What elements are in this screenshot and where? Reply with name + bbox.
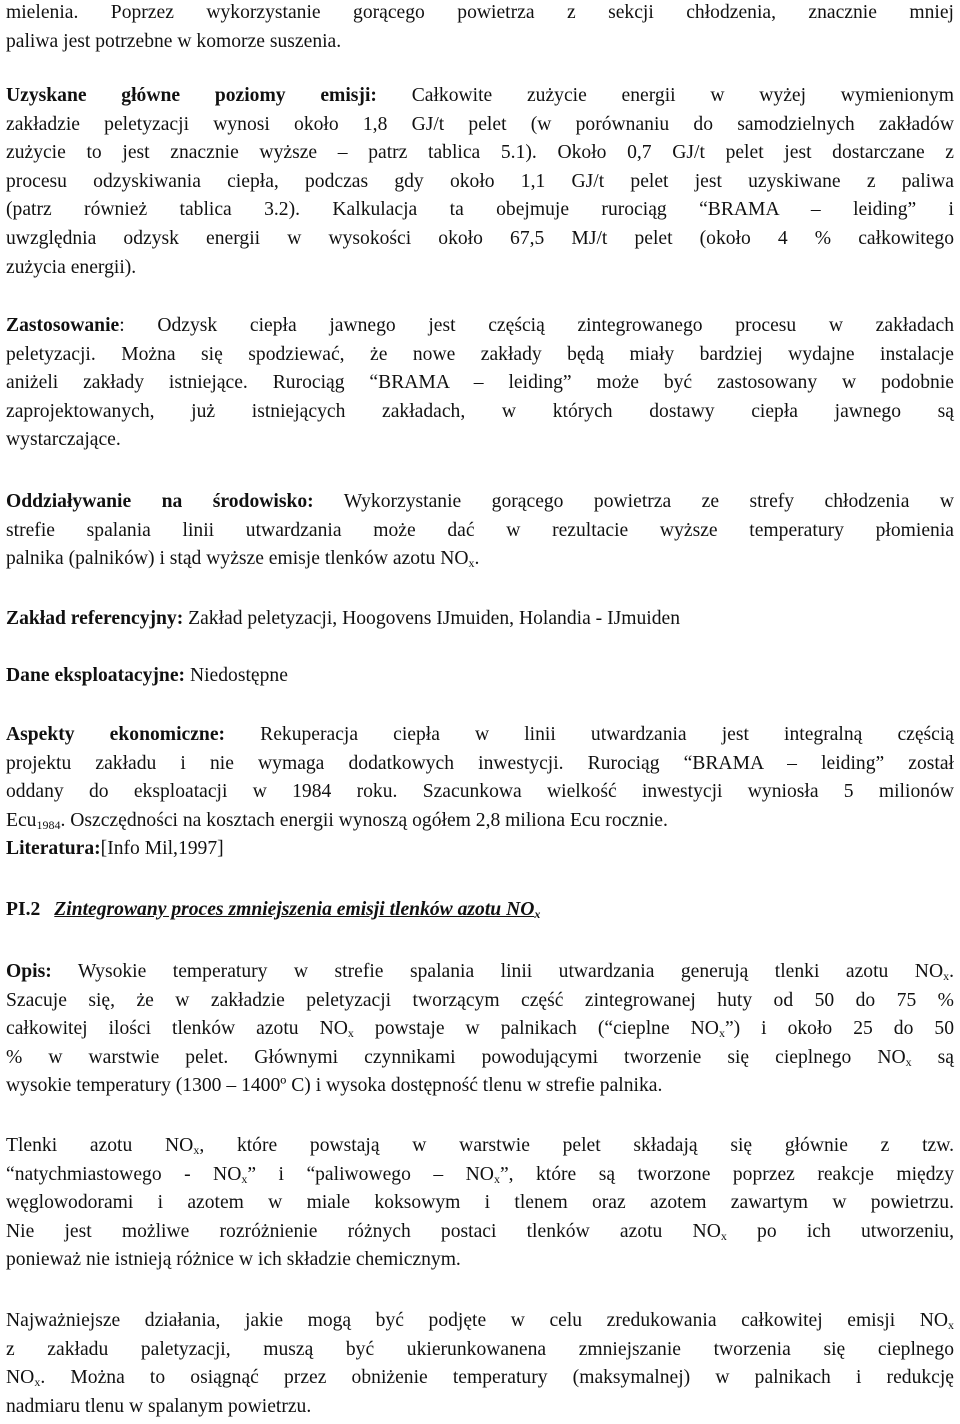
heading-title: Zintegrowany proces zmniejszenia emisji tlenków azotu NO xyxy=(54,899,535,920)
section-label: Opis: xyxy=(6,961,52,982)
punctuation: . xyxy=(474,548,480,570)
text-line: Szacuje się, że w zakładzie peletyzacji tworzącym część zintegrowanej huty od 50 do 75 % xyxy=(6,989,954,1011)
text-line: aniżeli zakłady istniejące. Rurociąg “BRAMA – leiding” może być zastosowany w podobnie xyxy=(6,372,954,394)
text-line: Najważniejsze działania, jakie mogą być podjęte w celu zredukowania całkowitej emisji NO xyxy=(6,1310,948,1331)
text-line: zakładzie peletyzacji wynosi około 1,8 GJ/t pelet (w porównaniu do samodzielnych zakładów xyxy=(6,113,954,135)
paragraph-nitrogen-oxides xyxy=(6,1132,954,1275)
text-line: , które powstają w warstwie pelet składają się głównie z tzw. xyxy=(199,1135,954,1156)
paragraph-emission-levels xyxy=(6,82,954,282)
text-line: Zakład peletyzacji, Hoogovens IJmuiden, Holandia - IJmuiden xyxy=(183,608,681,629)
text-line: ”, które są tworzone poprzez reakcje między xyxy=(499,1163,955,1185)
text-line: zużycie to jest znacznie wyższe – patrz tablica 5.1). Około 0,7 GJ/t pelet jest dostarczane z xyxy=(6,142,954,164)
text-line: . Oszczędności na kosztach energii wynoszą ogółem 2,8 miliona Ecu rocznie. xyxy=(60,809,668,831)
text-line: mielenia. Poprzez wykorzystanie gorącego powietrza z sekcji chłodzenia, znacznie mniej xyxy=(6,2,954,23)
paragraph-description xyxy=(6,958,954,1101)
paragraph-reference-plant xyxy=(6,605,954,634)
text-line: palnika (palników) i stąd wyższe emisje tlenków azotu NO xyxy=(6,548,469,570)
text-line: powstaje w palnikach (“cieplne NO xyxy=(353,1018,719,1040)
text-line: Wysokie temperatury w strefie spalania linii utwardzania generują tlenki azotu NO xyxy=(51,961,944,982)
text-line: (patrz również tablica 3.2). Kalkulacja ta obejmuje rurociąg “BRAMA – leiding” i xyxy=(6,199,954,221)
subscript: x xyxy=(193,1143,200,1157)
section-label: Zastosowanie xyxy=(6,315,120,336)
text-line: po ich utworzeniu, xyxy=(726,1220,954,1242)
text-line: procesu odzyskiwania ciepła, podczas gdy około 1,1 GJ/t pelet jest uzyskiwane z paliwa xyxy=(6,170,954,192)
paragraph-application xyxy=(6,312,954,455)
text-line: peletyzacji. Można się spodziewać, że nowe zakłady będą miały bardziej wydajne instalacje xyxy=(6,343,954,365)
text-line: ponieważ nie istnieją różnice w ich składzie chemicznym. xyxy=(6,1249,461,1271)
literature-text: [Info Mil,1997] xyxy=(100,838,224,860)
text-line: wysokie temperatury (1300 – 1400º C) i wysoka dostępność tlenu w strefie palnika. xyxy=(6,1075,663,1097)
paragraph-intro xyxy=(6,0,954,56)
text-line: są xyxy=(911,1046,954,1068)
heading-number: PI.2 xyxy=(6,899,41,920)
subscript: x xyxy=(347,1026,354,1041)
text-line: Nie jest możliwe rozróżnienie różnych postaci tlenków azotu NO xyxy=(6,1220,721,1242)
text-line: Całkowite zużycie energii w wyżej wymienionym xyxy=(376,85,954,106)
text-line: Wykorzystanie gorącego powietrza ze strefy chłodzenia w xyxy=(313,491,954,512)
subscript: x xyxy=(241,1171,248,1186)
subscript: x xyxy=(948,1318,954,1332)
section-label: Uzyskane główne poziomy emisji: xyxy=(6,85,377,106)
text-line: z zakładu paletyzacji, muszą być ukierunkowanena zmniejszanie tworzenia się cieplnego xyxy=(6,1338,954,1360)
subscript: x xyxy=(493,1171,500,1186)
text-line: uwzględnia odzysk energii w wysokości około 67,5 MJ/t pelet (około 4 % całkowitego xyxy=(6,227,954,249)
section-heading xyxy=(6,896,540,924)
text-line: paliwa jest potrzebne w komorze suszenia. xyxy=(6,30,342,52)
subscript: x xyxy=(34,1375,41,1390)
paragraph-economics xyxy=(6,721,954,864)
section-label: Dane eksploatacyjne: xyxy=(6,665,186,686)
subscript: x xyxy=(943,969,950,983)
section-label: Aspekty ekonomiczne: xyxy=(6,724,226,745)
subscript: x xyxy=(718,1026,725,1041)
text-line: strefie spalania linii utwardzania może dać w rezultacie wyższe temperatury płomienia xyxy=(6,519,954,541)
text-line: NO xyxy=(6,1367,35,1389)
text-line: zużycia energii). xyxy=(6,256,137,278)
text-line: projektu zakładu i nie wymaga dodatkowych inwestycji. Rurociąg “BRAMA – leiding” został xyxy=(6,752,954,774)
text-line: “natychmiastowego - NO xyxy=(6,1163,242,1185)
text-line: . Można to osiągnąć przez obniżenie temperatury (maksymalnej) w palnikach i redukcję xyxy=(40,1367,954,1389)
paragraph-key-actions xyxy=(6,1307,954,1421)
paragraph-environmental-impact xyxy=(6,488,954,574)
text-line: węglowodorami i azotem w miale koksowym i tlenem oraz azotem zawartym w powietrzu. xyxy=(6,1192,954,1214)
text-line: Niedostępne xyxy=(185,665,288,686)
text-line: oddany do eksploatacji w 1984 roku. Szacunkowa wielkość inwestycji wyniosła 5 milionów xyxy=(6,781,954,803)
section-label: Zakład referencyjny: xyxy=(6,608,184,629)
subscript: x xyxy=(468,556,475,571)
subscript: 1984 xyxy=(36,817,61,832)
text-line: nadmiaru tlenu w spalanym powietrzu. xyxy=(6,1395,312,1417)
subscript: x xyxy=(720,1228,727,1243)
text-line: wystarczające. xyxy=(6,429,121,451)
punctuation: . xyxy=(949,961,954,982)
literature-label: Literatura: xyxy=(6,838,101,860)
subscript: x xyxy=(905,1054,912,1069)
text-line: Rekuperacja ciepła w linii utwardzania jest integralną częścią xyxy=(225,724,954,745)
text-line: ” i “paliwowego – NO xyxy=(247,1163,494,1185)
text-line: % w warstwie pelet. Głównymi czynnikami powodującymi tworzenie się cieplnego NO xyxy=(6,1046,906,1068)
text-line: Tlenki azotu NO xyxy=(6,1135,194,1156)
text-line: całkowitej ilości tlenków azotu NO xyxy=(6,1018,348,1040)
subscript: x xyxy=(534,907,541,921)
section-label: Oddziaływanie na środowisko: xyxy=(6,491,314,512)
text-line: zaprojektowanych, już istniejących zakładach, w których dostawy ciepła jawnego są xyxy=(6,400,954,422)
text-line: Ecu xyxy=(6,809,37,831)
text-line: : Odzysk ciepła jawnego jest częścią zintegrowanego procesu w zakładach xyxy=(119,315,954,336)
paragraph-operational-data xyxy=(6,662,954,691)
text-line: ”) i około 25 do 50 xyxy=(724,1018,954,1040)
